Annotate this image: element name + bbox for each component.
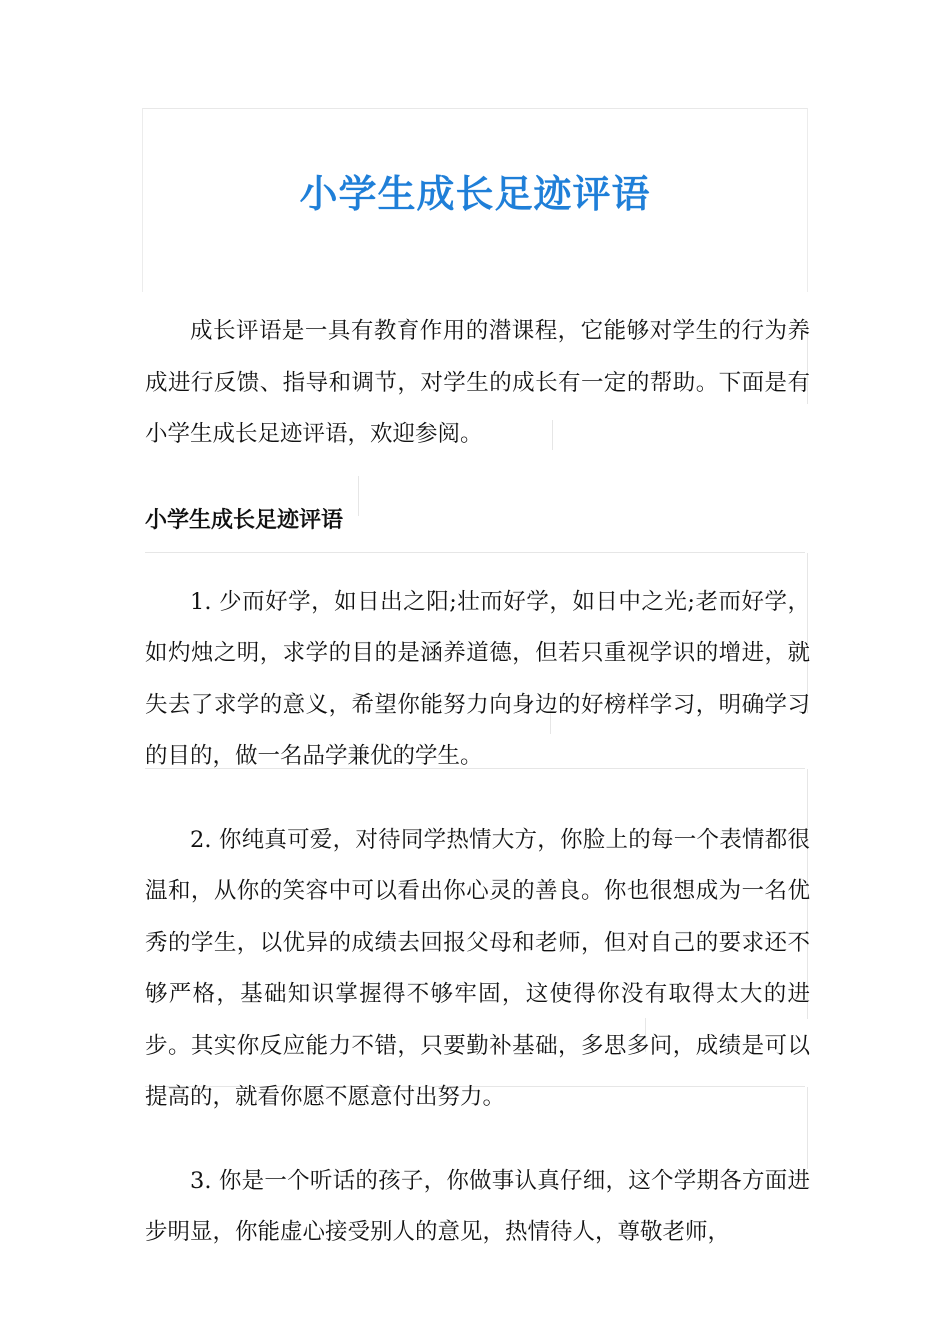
comment-item-3: 3. 你是一个听话的孩子，你做事认真仔细，这个学期各方面进步明显，你能虚心接受别人的意见，热情待人，尊敬老师， (145, 1167, 810, 1245)
document-title: 小学生成长足迹评语 (299, 172, 651, 216)
comment-item-2: 2. 你纯真可爱，对待同学热情大方，你脸上的每一个表情都很温和，从你的笑容中可以看出你心灵的善良。你也很想成为一名优秀的学生，以优异的成绩去回报父母和老师，但对自己的要求还不够严格，基础知识掌握得不够牢固，这使得你没有取得太大的进步。其实你反应能力不错，只要勤补基础，多思多问，成绩是可以提高的，就看你愿不愿意付出努力。 (145, 826, 810, 1110)
section-heading: 小学生成长足迹评语 (145, 507, 344, 533)
intro-paragraph: 成长评语是一具有教育作用的潜课程，它能够对学生的行为养成进行反馈、指导和调节，对学生的成长有一定的帮助。下面是有小学生成长足迹评语，欢迎参阅。 (145, 318, 810, 447)
document-body (145, 306, 810, 1259)
comment-item-1: 1. 少而好学，如日出之阳;壮而好学，如日中之光;老而好学，如灼烛之明，求学的目的是涵养道德，但若只重视学识的增进，就失去了求学的意义，希望你能努力向身边的好榜样学习，明确学习的目的，做一名品学兼优的学生。 (145, 588, 810, 769)
